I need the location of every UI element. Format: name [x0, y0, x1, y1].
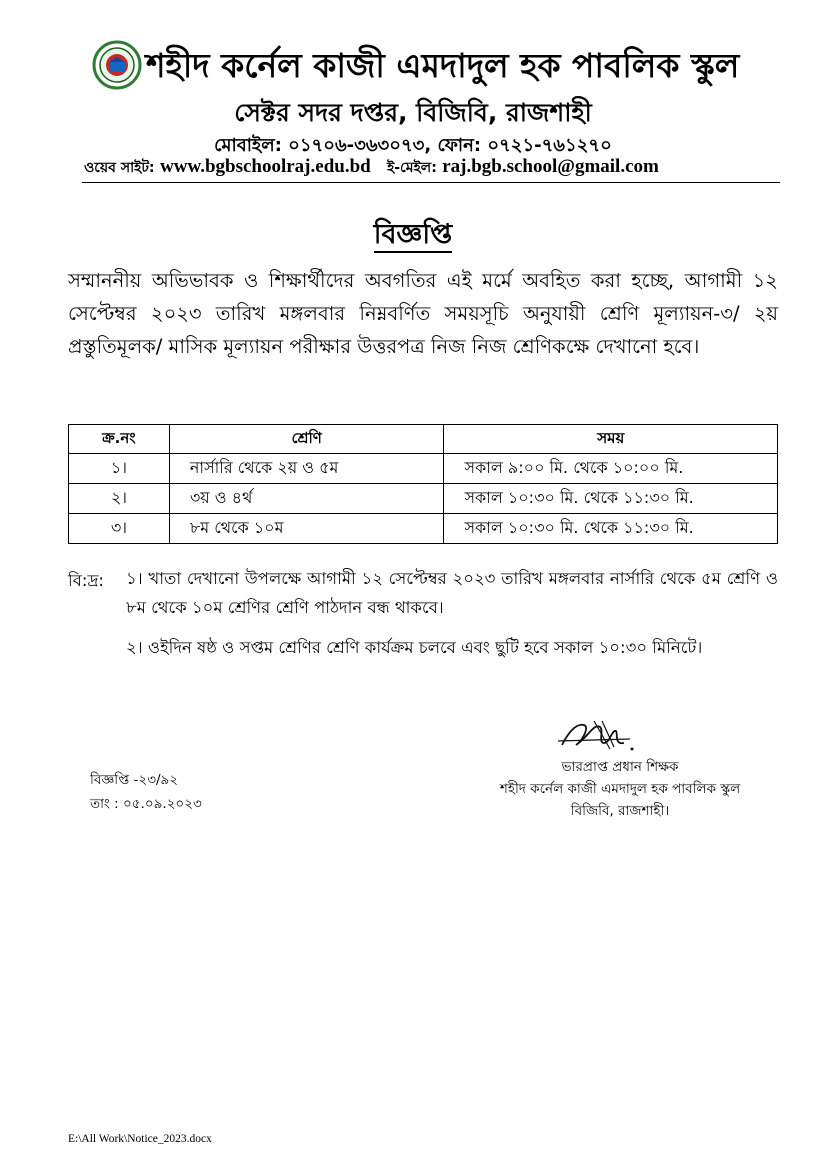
cell-serial: ২। [69, 484, 170, 514]
cell-serial: ১। [69, 454, 170, 484]
cell-time: সকাল ১০:৩০ মি. থেকে ১১:৩০ মি. [444, 514, 778, 544]
header-serial: ক্র.নং [69, 425, 170, 454]
signature-image [554, 715, 638, 755]
email-label: ই-মেইল: [386, 160, 437, 176]
signatory-school: শহীদ কর্নেল কাজী এমদাদুল হক পাবলিক স্কুল [499, 781, 741, 797]
reference-number: বিজ্ঞপ্তি -২৩/৯২ [90, 772, 179, 788]
note-item: ১। খাতা দেখানো উপলক্ষে আগামী ১২ সেপ্টেম্বর ২০২৩ তারিখ মঙ্গলবার নার্সারি থেকে ৫ম শ্রেণি ও ৮ম থেকে ১০ম শ্রেণির শ্রেণি পাঠদান বন্ধ থাকবে। [126, 569, 778, 617]
notice-intro: সম্মাননীয় অভিভাবক ও শিক্ষার্থীদের অবগতির এই মর্মে অবহিত করা হচ্ছে, আগামী ১২ সেপ্টেম্বর ২০২৩ তারিখ মঙ্গলবার নিম্নবর্ণিত সময়সূচি অনুযায়ী শ্রেণি মূল্যায়ন-৩/ ২য় প্রস্তুতিমূলক/ মাসিক মূল্যায়ন পরীক্ষার উত্তরপত্র নিজ নিজ শ্রেণিকক্ষে দেখানো হবে। [68, 269, 778, 358]
web-contact-line [84, 156, 778, 180]
email-link[interactable]: raj.bgb.school@gmail.com [442, 156, 659, 177]
table-row [69, 484, 778, 514]
cell-class: ৮ম থেকে ১০ম [169, 514, 444, 544]
signatory-location: বিজিবি, রাজশাহী। [570, 803, 670, 819]
cell-time: সকাল ১০:৩০ মি. থেকে ১১:৩০ মি. [444, 484, 778, 514]
cell-serial: ৩। [69, 514, 170, 544]
reference-date: তাং : ০৫.০৯.২০২৩ [90, 796, 202, 812]
signatory-designation: ভারপ্রাপ্ত প্রধান শিক্ষক [561, 759, 679, 775]
website-link[interactable]: www.bgbschoolraj.edu.bd [160, 156, 371, 177]
table-row [69, 514, 778, 544]
cell-time: সকাল ৯:০০ মি. থেকে ১০:০০ মি. [444, 454, 778, 484]
file-path-footer: E:\All Work\Notice_2023.docx [68, 1133, 212, 1145]
notice-title-text: বিজ্ঞপ্তি [374, 219, 453, 253]
school-logo [92, 40, 142, 90]
school-address: সেক্টর সদর দপ্তর, বিজিবি, রাজশাহী [234, 98, 592, 127]
header-class: শ্রেণি [169, 425, 444, 454]
table-row [69, 454, 778, 484]
header-divider [82, 182, 780, 183]
website-label: ওয়েব সাইট: [84, 160, 155, 176]
note-item: ২। ওইদিন ষষ্ঠ ও সপ্তম শ্রেণির শ্রেণি কার্যক্রম চলবে এবং ছুটি হবে সকাল ১০:৩০ মিনিটে। [126, 638, 703, 657]
cell-class: নার্সারি থেকে ২য় ও ৫ম [169, 454, 444, 484]
school-name: শহীদ কর্নেল কাজী এমদাদুল হক পাবলিক স্কুল [146, 46, 740, 85]
reference-block [90, 768, 202, 816]
schedule-table [68, 424, 778, 544]
notice-title [0, 214, 826, 259]
signatory-block [440, 756, 800, 822]
contact-numbers: মোবাইল: ০১৭০৬-৩৬৩০৭৩, ফোন: ০৭২১-৭৬১২৭০ [214, 135, 612, 156]
cell-class: ৩য় ও ৪র্থ [169, 484, 444, 514]
table-header-row [69, 425, 778, 454]
note-label: বি:দ্র: [68, 571, 104, 590]
header-time: সময় [444, 425, 778, 454]
